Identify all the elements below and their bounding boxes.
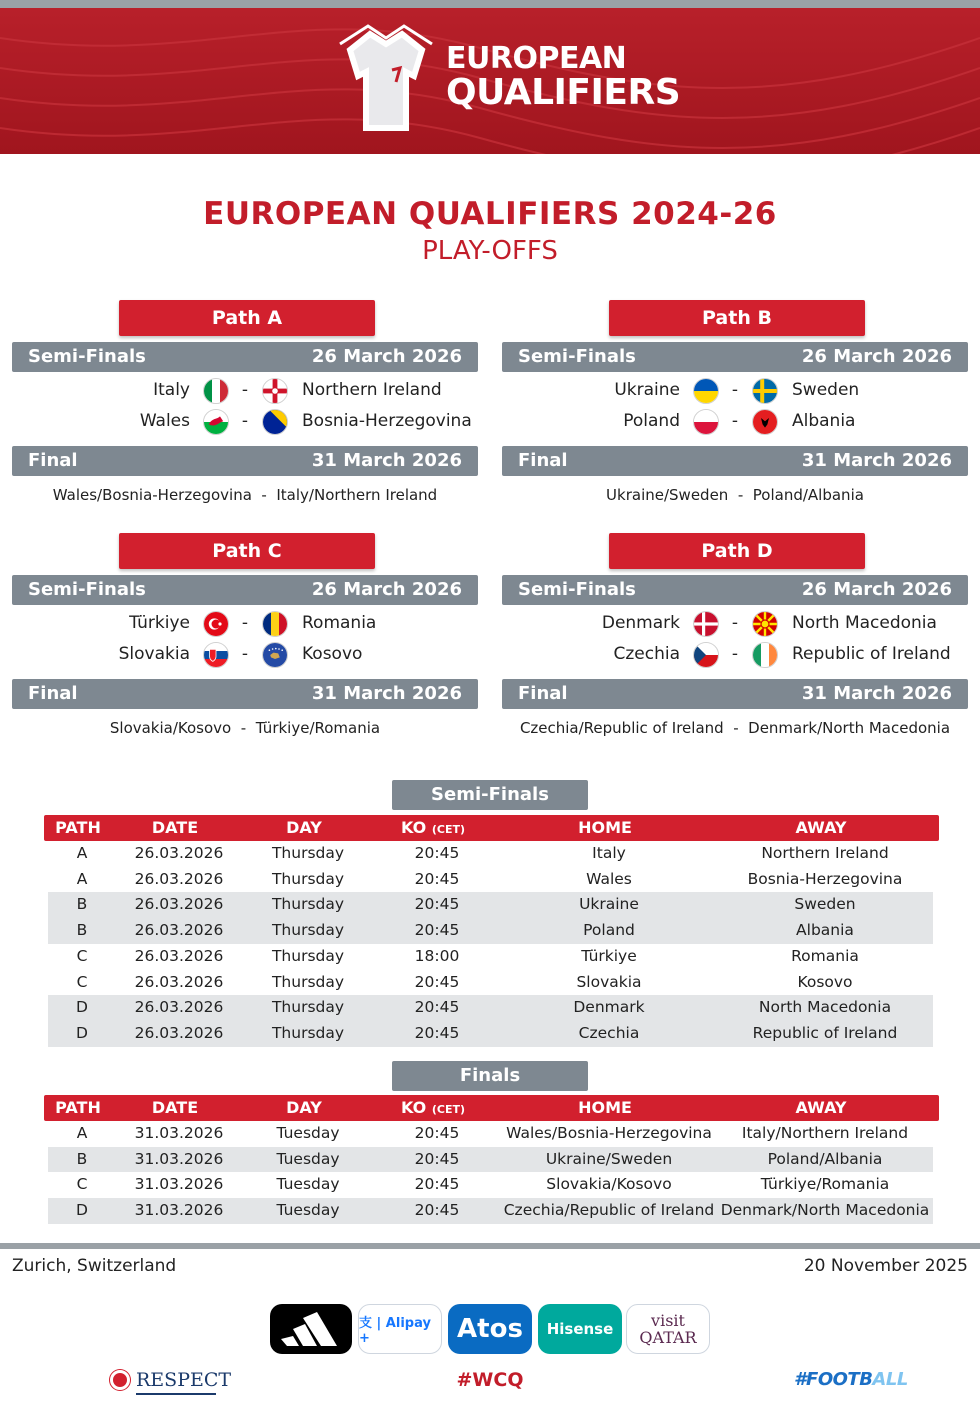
col-day: DAY — [286, 1098, 322, 1117]
alipay-logo: 支 | Alipay + — [358, 1304, 442, 1354]
table-row: B 26.03.2026 Thursday 20:45 Ukraine Sweden — [48, 892, 933, 918]
final-bar: Final 31 March 2026 — [12, 446, 478, 476]
sweden-flag-icon — [752, 378, 778, 404]
path-label: Path D — [609, 533, 865, 569]
col-ko: KO (CET) — [400, 818, 465, 837]
table-row: A 26.03.2026 Thursday 20:45 Wales Bosnia-Herzegovina — [76, 869, 903, 888]
final-match: Ukraine/Sweden - Poland/Albania — [606, 486, 864, 504]
table-row: C 26.03.2026 Thursday 20:45 Slovakia Kosovo — [76, 972, 853, 991]
page-title: EUROPEAN QUALIFIERS 2024-26 — [203, 196, 777, 232]
italy-flag-icon — [203, 378, 229, 404]
final-bar: Final 31 March 2026 — [502, 679, 968, 709]
turkiye-flag-icon — [203, 611, 229, 637]
visit-qatar-logo — [626, 1304, 710, 1354]
col-day: DAY — [286, 818, 322, 837]
semi-final-match: Denmark - North Macedonia — [502, 609, 968, 637]
semi-final-match: Czechia - Republic of Ireland — [502, 640, 968, 668]
page-subtitle: PLAY-OFFS — [422, 236, 558, 266]
semi-finals-bar: Semi-Finals 26 March 2026 — [12, 342, 478, 372]
semi-final-match: Slovakia - Kosovo — [12, 640, 478, 668]
north-macedonia-flag-icon — [752, 611, 778, 637]
wcq-hashtag: #WCQ — [456, 1369, 524, 1391]
northern-ireland-flag-icon — [262, 378, 288, 404]
semi-finals-table-header — [44, 815, 939, 841]
poland-flag-icon — [693, 409, 719, 435]
final-match: Slovakia/Kosovo - Türkiye/Romania — [109, 719, 381, 737]
logo-line-2: QUALIFIERS — [446, 72, 681, 113]
bosnia-herzegovina-flag-icon — [262, 409, 288, 435]
col-date: DATE — [151, 1098, 199, 1117]
adidas-logo — [270, 1304, 352, 1354]
denmark-flag-icon — [693, 611, 719, 637]
semi-finals-bar: Semi-Finals 26 March 2026 — [502, 342, 968, 372]
bottom-border — [0, 1243, 980, 1249]
col-away: AWAY — [795, 1098, 847, 1117]
col-date: DATE — [151, 818, 199, 837]
romania-flag-icon — [262, 611, 288, 637]
table-row: A 26.03.2026 Thursday 20:45 Italy Northern Ireland — [76, 844, 889, 862]
respect-text: RESPECT — [136, 1369, 232, 1391]
table-row: C 26.03.2026 Thursday 18:00 Türkiye Romania — [76, 946, 859, 965]
col-home: HOME — [578, 1098, 632, 1117]
hisense-logo: Hisense — [538, 1304, 622, 1354]
semi-finals-table-title: Semi-Finals — [392, 780, 588, 810]
semi-finals-bar: Semi-Finals 26 March 2026 — [12, 575, 478, 605]
col-ko: KO (CET) — [400, 1098, 465, 1117]
table-row: B 31.03.2026 Tuesday 20:45 Ukraine/Sweden Poland/Albania — [48, 1147, 933, 1173]
visit-qatar-line-2: QATAR — [639, 1328, 697, 1347]
european-qualifiers-shirt-logo — [330, 20, 442, 140]
col-away: AWAY — [795, 818, 847, 837]
path-label: Path C — [119, 533, 375, 569]
table-row: D 31.03.2026 Tuesday 20:45 Czechia/Republic of Ireland Denmark/North Macedonia — [48, 1198, 933, 1224]
path-label: Path B — [609, 300, 865, 336]
path-label: Path A — [119, 300, 375, 336]
albania-flag-icon — [752, 409, 778, 435]
finals-table-header — [44, 1095, 939, 1121]
col-home: HOME — [578, 818, 632, 837]
semi-final-match: Wales - Bosnia-Herzegovina — [12, 407, 478, 435]
slovakia-flag-icon — [203, 642, 229, 668]
col-path: PATH — [55, 1098, 101, 1117]
footer-date: 20 November 2025 — [803, 1256, 968, 1276]
top-border — [0, 0, 980, 8]
ireland-flag-icon — [752, 642, 778, 668]
semi-final-match: Türkiye - Romania — [12, 609, 478, 637]
final-match: Czechia/Republic of Ireland - Denmark/North Macedonia — [519, 719, 951, 737]
atos-logo: Atos — [448, 1304, 532, 1354]
ukraine-flag-icon — [693, 378, 719, 404]
visit-qatar-line-1: visit — [651, 1311, 685, 1330]
header-banner — [0, 8, 980, 154]
final-bar: Final 31 March 2026 — [12, 679, 478, 709]
table-row: D 26.03.2026 Thursday 20:45 Czechia Republic of Ireland — [48, 1021, 933, 1047]
table-row: B 26.03.2026 Thursday 20:45 Poland Albania — [48, 918, 933, 944]
semi-final-match: Poland - Albania — [502, 407, 968, 435]
football-hashtag: #FOOTBALL — [794, 1369, 908, 1390]
footer-location: Zurich, Switzerland — [12, 1256, 177, 1276]
wales-flag-icon — [203, 409, 229, 435]
table-row: C 31.03.2026 Tuesday 20:45 Slovakia/Kosovo Türkiye/Romania — [76, 1175, 890, 1194]
final-bar: Final 31 March 2026 — [502, 446, 968, 476]
semi-final-match: Italy - Northern Ireland — [12, 376, 478, 404]
logo-line-1: EUROPEAN — [446, 41, 627, 76]
col-path: PATH — [55, 818, 101, 837]
european-qualifiers-logo-text — [446, 41, 681, 113]
kosovo-flag-icon — [262, 642, 288, 668]
table-row: A 31.03.2026 Tuesday 20:45 Wales/Bosnia-Herzegovina Italy/Northern Ireland — [76, 1124, 909, 1142]
adidas-stripes-icon — [281, 1312, 341, 1346]
czechia-flag-icon — [693, 642, 719, 668]
finals-table-title: Finals — [392, 1061, 588, 1091]
table-row: D 26.03.2026 Thursday 20:45 Denmark North Macedonia — [48, 995, 933, 1021]
semi-final-match: Ukraine - Sweden — [502, 376, 968, 404]
final-match: Wales/Bosnia-Herzegovina - Italy/Northern Ireland — [52, 486, 438, 504]
semi-finals-bar: Semi-Finals 26 March 2026 — [502, 575, 968, 605]
